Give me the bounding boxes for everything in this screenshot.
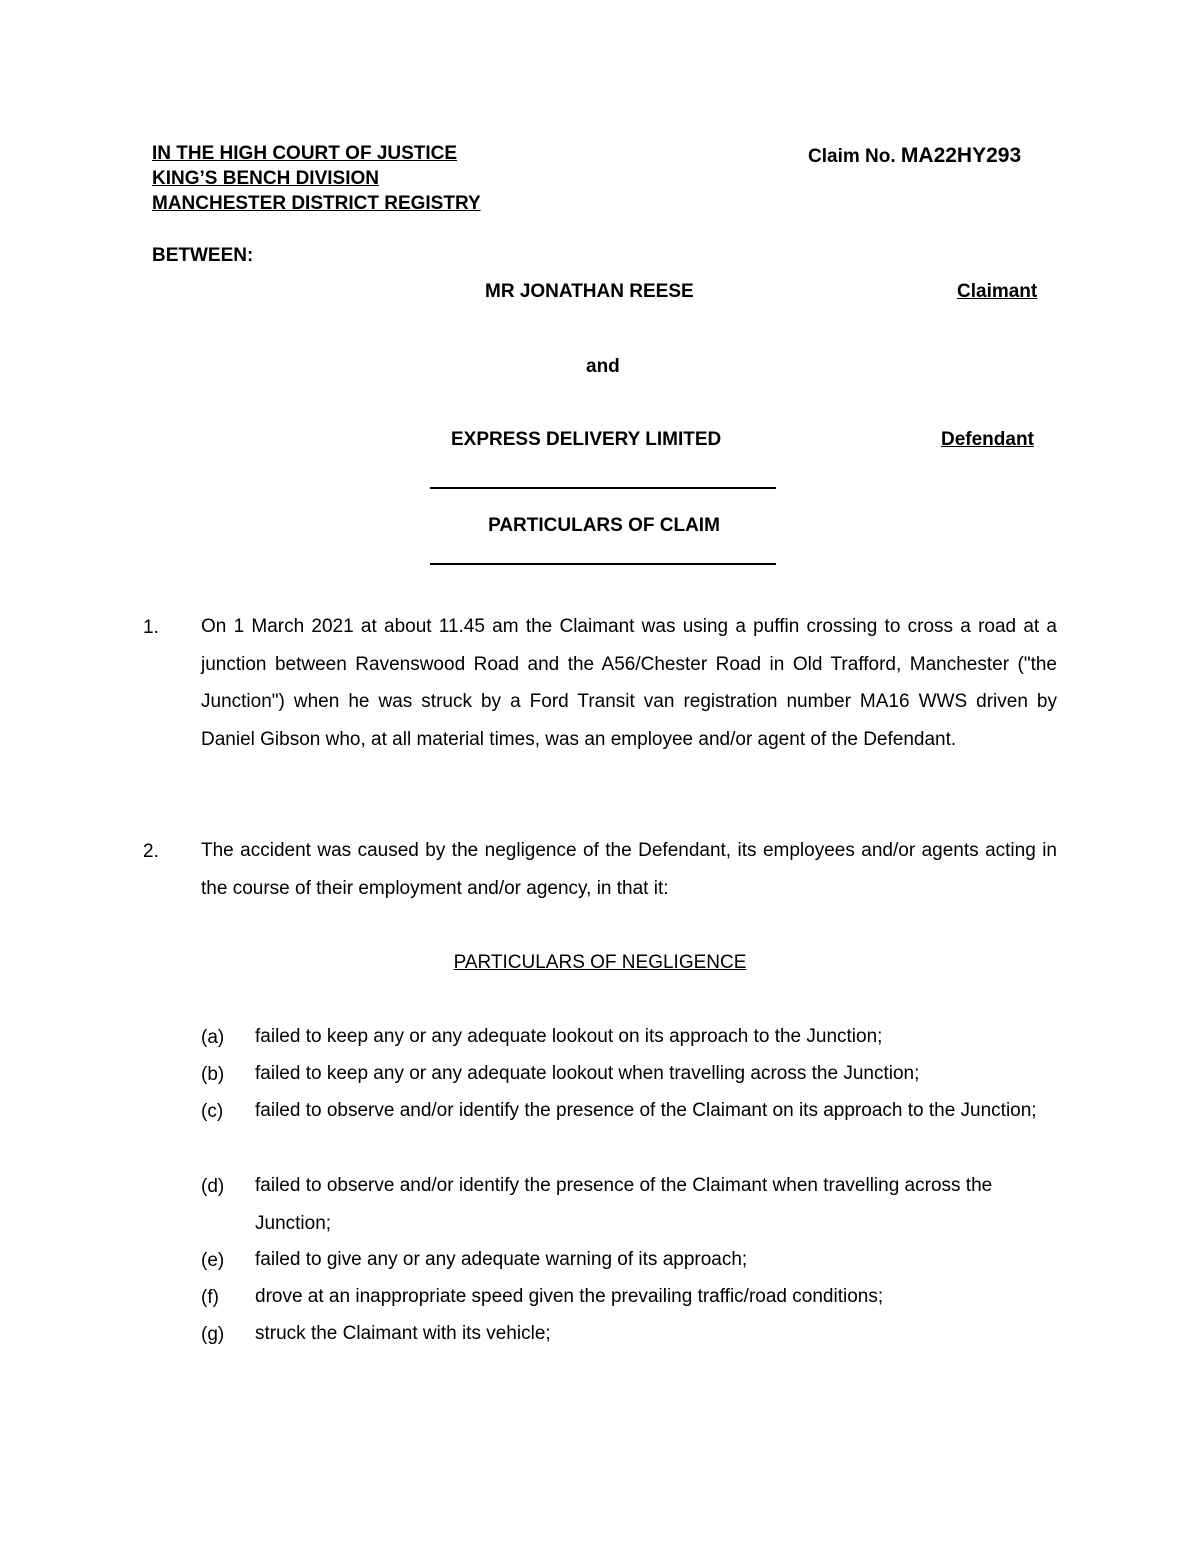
title-rule-top — [430, 487, 776, 489]
negligence-item-label: (e) — [201, 1250, 225, 1271]
paragraph-number: 2. — [143, 841, 159, 862]
between-label: BETWEEN: — [152, 245, 254, 266]
claim-number: MA22HY293 — [900, 144, 1022, 167]
court-name: IN THE HIGH COURT OF JUSTICE — [152, 143, 458, 164]
negligence-item-text: struck the Claimant with its vehicle; — [255, 1323, 551, 1344]
claim-number-label: Claim No. — [808, 146, 896, 167]
negligence-item-label: (a) — [201, 1027, 225, 1048]
negligence-item-label: (g) — [201, 1324, 225, 1345]
defendant-role: Defendant — [941, 429, 1034, 450]
negligence-item-label: (f) — [201, 1287, 219, 1308]
title-rule-bottom — [430, 563, 776, 565]
negligence-item-text: drove at an inappropriate speed given the prevailing traffic/road conditions; — [255, 1286, 884, 1307]
defendant-name: EXPRESS DELIVERY LIMITED — [451, 429, 722, 450]
negligence-item-text: failed to give any or any adequate warning of its approach; — [255, 1249, 748, 1270]
negligence-item-label: (d) — [201, 1176, 225, 1197]
claimant-role: Claimant — [957, 281, 1038, 302]
paragraph-number: 1. — [143, 617, 159, 638]
paragraph-text: The accident was caused by the negligence of the Defendant, its employees and/or agents acting in the course of their employment and/or agency, in that it: — [201, 840, 1057, 899]
claimant-name: MR JONATHAN REESE — [485, 281, 694, 302]
document-title: PARTICULARS OF CLAIM — [488, 515, 720, 536]
claim-number-block — [808, 144, 1021, 168]
court-division: KING’S BENCH DIVISION — [152, 168, 379, 189]
negligence-heading: PARTICULARS OF NEGLIGENCE — [453, 952, 747, 973]
negligence-item-text: failed to observe and/or identify the presence of the Claimant on its approach to the Junction; — [255, 1100, 1037, 1121]
and-label: and — [586, 356, 620, 377]
negligence-item-label: (b) — [201, 1064, 225, 1085]
negligence-item-label: (c) — [201, 1101, 224, 1122]
negligence-item-text: failed to keep any or any adequate lookout on its approach to the Junction; — [255, 1026, 883, 1047]
negligence-item-text: failed to observe and/or identify the presence of the Claimant when travelling across the Junction; — [255, 1175, 993, 1234]
court-registry: MANCHESTER DISTRICT REGISTRY — [152, 193, 481, 214]
paragraph-text: On 1 March 2021 at about 11.45 am the Claimant was using a puffin crossing to cross a road at a junction between Ravenswood Road and the A56/Chester Road in Old Trafford, Manchester ("the Junction") when he was struck by a Ford Transit van registration number MA16 WWS driven by Daniel Gibson who, at all material times, was an employee and/or agent of the Defendant. — [201, 616, 1057, 750]
negligence-item-text: failed to keep any or any adequate lookout when travelling across the Junction; — [255, 1063, 920, 1084]
